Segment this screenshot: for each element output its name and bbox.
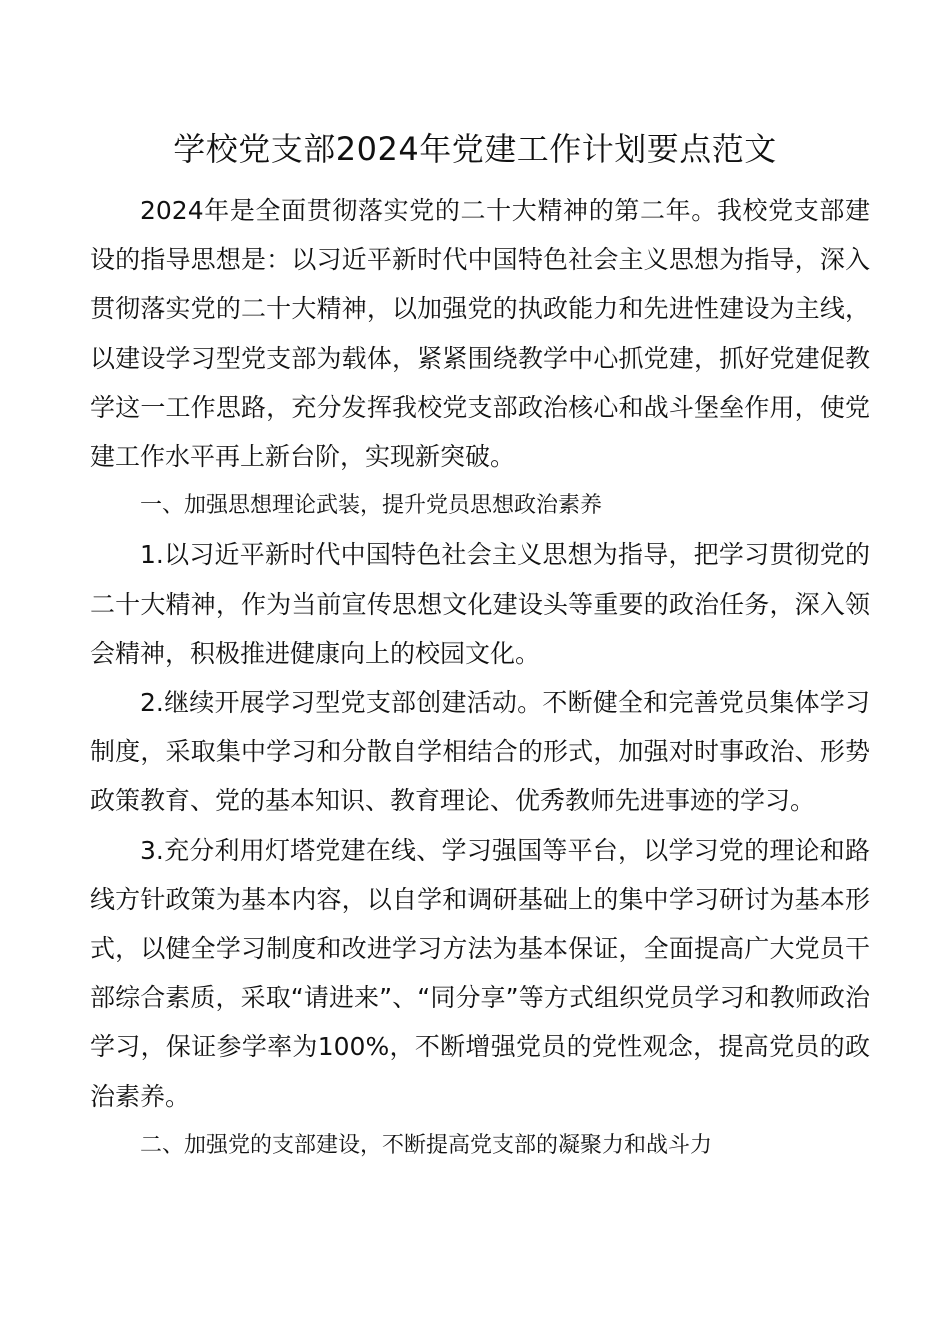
document-body (90, 186, 870, 1170)
section-heading-2: 二、加强党的支部建设，不断提高党支部的凝聚力和战斗力 (140, 1132, 713, 1158)
item-paragraph-2: 2.继续开展学习型党支部创建活动。不断健全和完善党员集体学习制度，采取集中学习和分散自学相结合的形式，加强对时事政治、形势政策教育、党的基本知识、教育理论、优秀教师先进事迹的学习。 (90, 688, 870, 816)
item-paragraph-3: 3.充分利用灯塔党建在线、学习强国等平台，以学习党的理论和路线方针政策为基本内容，以自学和调研基础上的集中学习研讨为基本形式，以健全学习制度和改进学习方法为基本保证，全面提高广大党员干部综合素质，采取“请进来”、“同分享”等方式组织党员学习和教师政治学习，保证参学率为100%，不断增强党员的党性观念，提高党员的政治素养。 (90, 835, 870, 1111)
intro-paragraph: 2024年是全面贯彻落实党的二十大精神的第二年。我校党支部建设的指导思想是：以习近平新时代中国特色社会主义思想为指导，深入贯彻落实党的二十大精神，以加强党的执政能力和先进性建设为主线，以建设学习型党支部为载体，紧紧围绕教学中心抓党建，抓好党建促教学这一工作思路，充分发挥我校党支部政治核心和战斗堡垒作用，使党建工作水平再上新台阶，实现新突破。 (90, 196, 870, 472)
document-title: 学校党支部2024年党建工作计划要点范文 (173, 130, 777, 168)
item-paragraph-1: 1.以习近平新时代中国特色社会主义思想为指导，把学习贯彻党的二十大精神，作为当前宣传思想文化建设头等重要的政治任务，深入领会精神，积极推进健康向上的校园文化。 (90, 540, 870, 668)
section-heading-1: 一、加强思想理论武装，提升党员思想政治素养 (140, 493, 603, 519)
